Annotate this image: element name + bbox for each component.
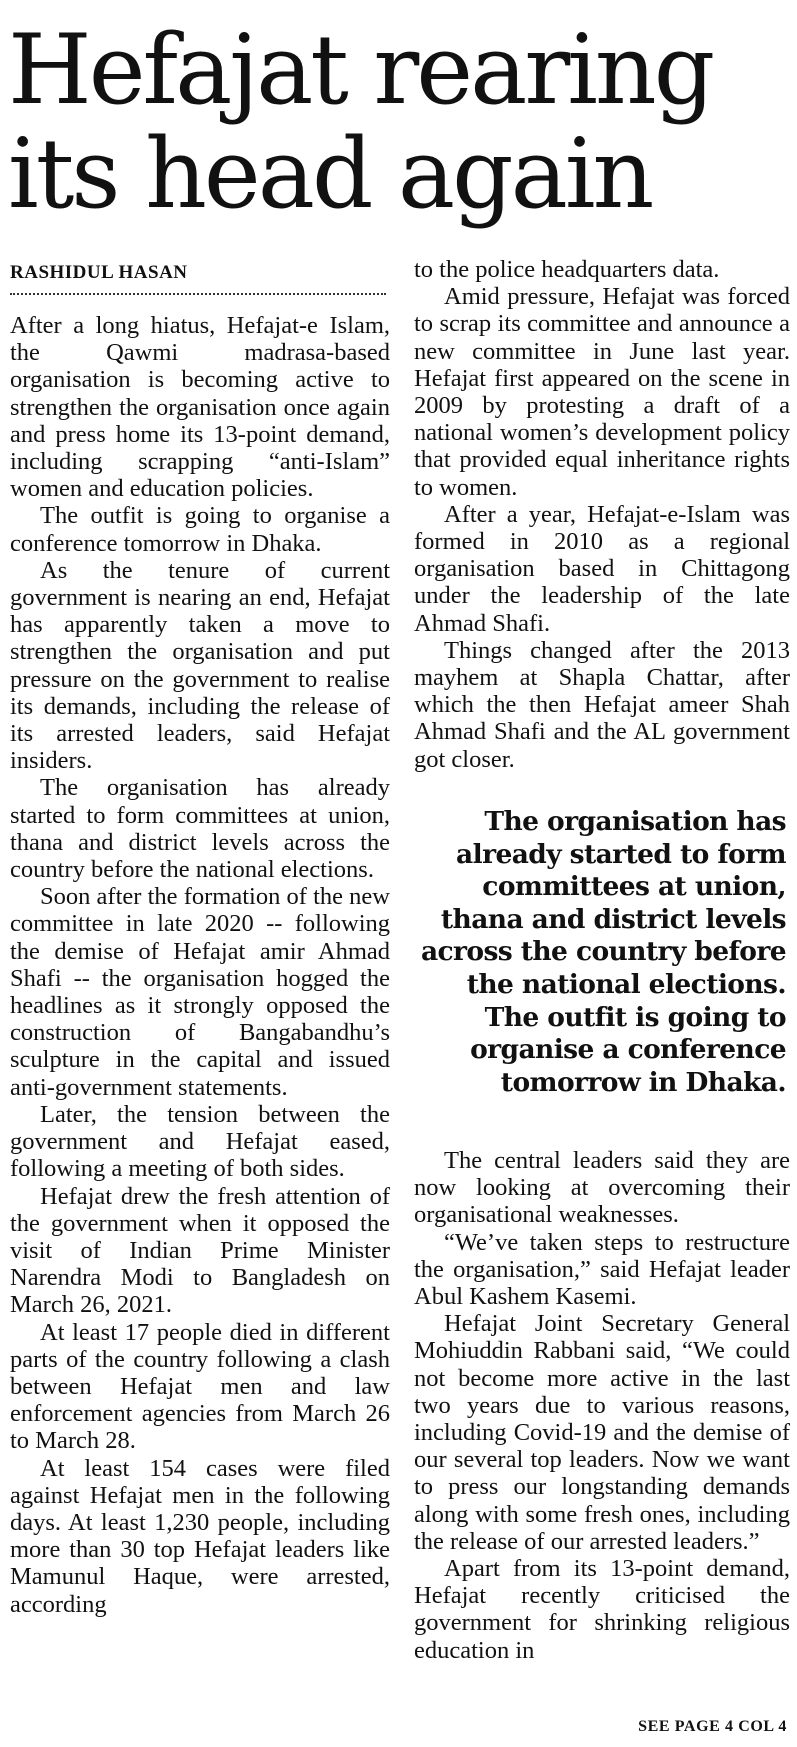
headline-line-2: its head again <box>8 118 652 230</box>
paragraph: After a long hiatus, Hefajat-e Islam, the Qawmi madrasa-based organisation is becoming active to strengthen the organisation once again and press home its 13-point demand, including scrapping “anti-Islam” women and education policies. <box>10 312 390 503</box>
paragraph: to the police headquarters data. <box>414 256 720 283</box>
paragraph: Later, the tension between the government and Hefajat eased, following a meeting of both sides. <box>10 1100 390 1183</box>
paragraph: The central leaders said they are now looking at overcoming their organisational weaknesses. <box>414 1147 790 1229</box>
paragraph: “We’ve taken steps to restructure the organisation,” said Hefajat leader Abul Kashem Kasemi. <box>414 1228 790 1311</box>
paragraph: Hefajat drew the fresh attention of the government when it opposed the visit of Indian Prime Minister Narendra Modi to Bangladesh on March 26, 2021. <box>10 1182 390 1319</box>
byline-divider <box>10 293 386 295</box>
paragraph: The outfit is going to organise a conference tomorrow in Dhaka. <box>10 502 390 557</box>
body-column-2-top <box>414 256 790 773</box>
paragraph: Hefajat Joint Secretary General Mohiuddin Rabbani said, “We could not become more active in the last two years due to various reasons, including Covid-19 and the demise of our several top leaders. Now we want to press our longstanding demands along with some fresh ones, including the release of our arrested leaders.” <box>414 1310 790 1555</box>
paragraph: After a year, Hefajat-e-Islam was formed in 2010 as a regional organisation based in Chittagong under the leadership of the late Ahmad Shafi. <box>414 500 790 637</box>
paragraph: Amid pressure, Hefajat was forced to scrap its committee and announce a new committee in June last year. Hefajat first appeared on the scene in 2009 by protesting a draft of a national women’s development policy that provided equal inheritance rights to women. <box>414 283 790 501</box>
body-column-2-bottom <box>414 1147 790 1664</box>
body-column-1 <box>10 312 390 1618</box>
paragraph: At least 17 people died in different parts of the country following a clash between Hefajat men and law enforcement agencies from March 26 to March 28. <box>10 1318 390 1455</box>
headline-line-1: Hefajat rearing <box>8 14 713 126</box>
byline: RASHIDUL HASAN <box>10 262 188 283</box>
paragraph: The organisation has already started to form committees at union, thana and district levels across the country before the national elections. <box>10 774 390 884</box>
paragraph: Apart from its 13-point demand, Hefajat recently criticised the government for shrinking religious education in <box>414 1555 790 1664</box>
pull-quote: The organisation has already started to form committees at union, thana and district levels across the country before the national elections. The outfit is going to organise a conference tomorrow in Dhaka. <box>420 806 786 1098</box>
paragraph: As the tenure of current government is nearing an end, Hefajat has apparently taken a move to strengthen the organisation and put pressure on the government to realise its demands, including the release of its arrested leaders, said Hefajat insiders. <box>10 556 390 775</box>
paragraph: Things changed after the 2013 mayhem at Shapla Chattar, after which the then Hefajat ameer Shah Ahmad Shafi and the AL government got closer. <box>414 636 790 773</box>
continuation-line: SEE PAGE 4 COL 4 <box>638 1718 787 1735</box>
paragraph: At least 154 cases were filed against Hefajat men in the following days. At least 1,230 people, including more than 30 top Hefajat leaders like Mamunul Haque, were arrested, according <box>10 1454 390 1618</box>
paragraph: Soon after the formation of the new committee in late 2020 -- following the demise of Hefajat amir Ahmad Shafi -- the organisation hogged the headlines as it strongly opposed the construction of Bangabandhu’s sculpture in the capital and issued anti-government statements. <box>10 883 390 1101</box>
headline <box>8 14 788 230</box>
